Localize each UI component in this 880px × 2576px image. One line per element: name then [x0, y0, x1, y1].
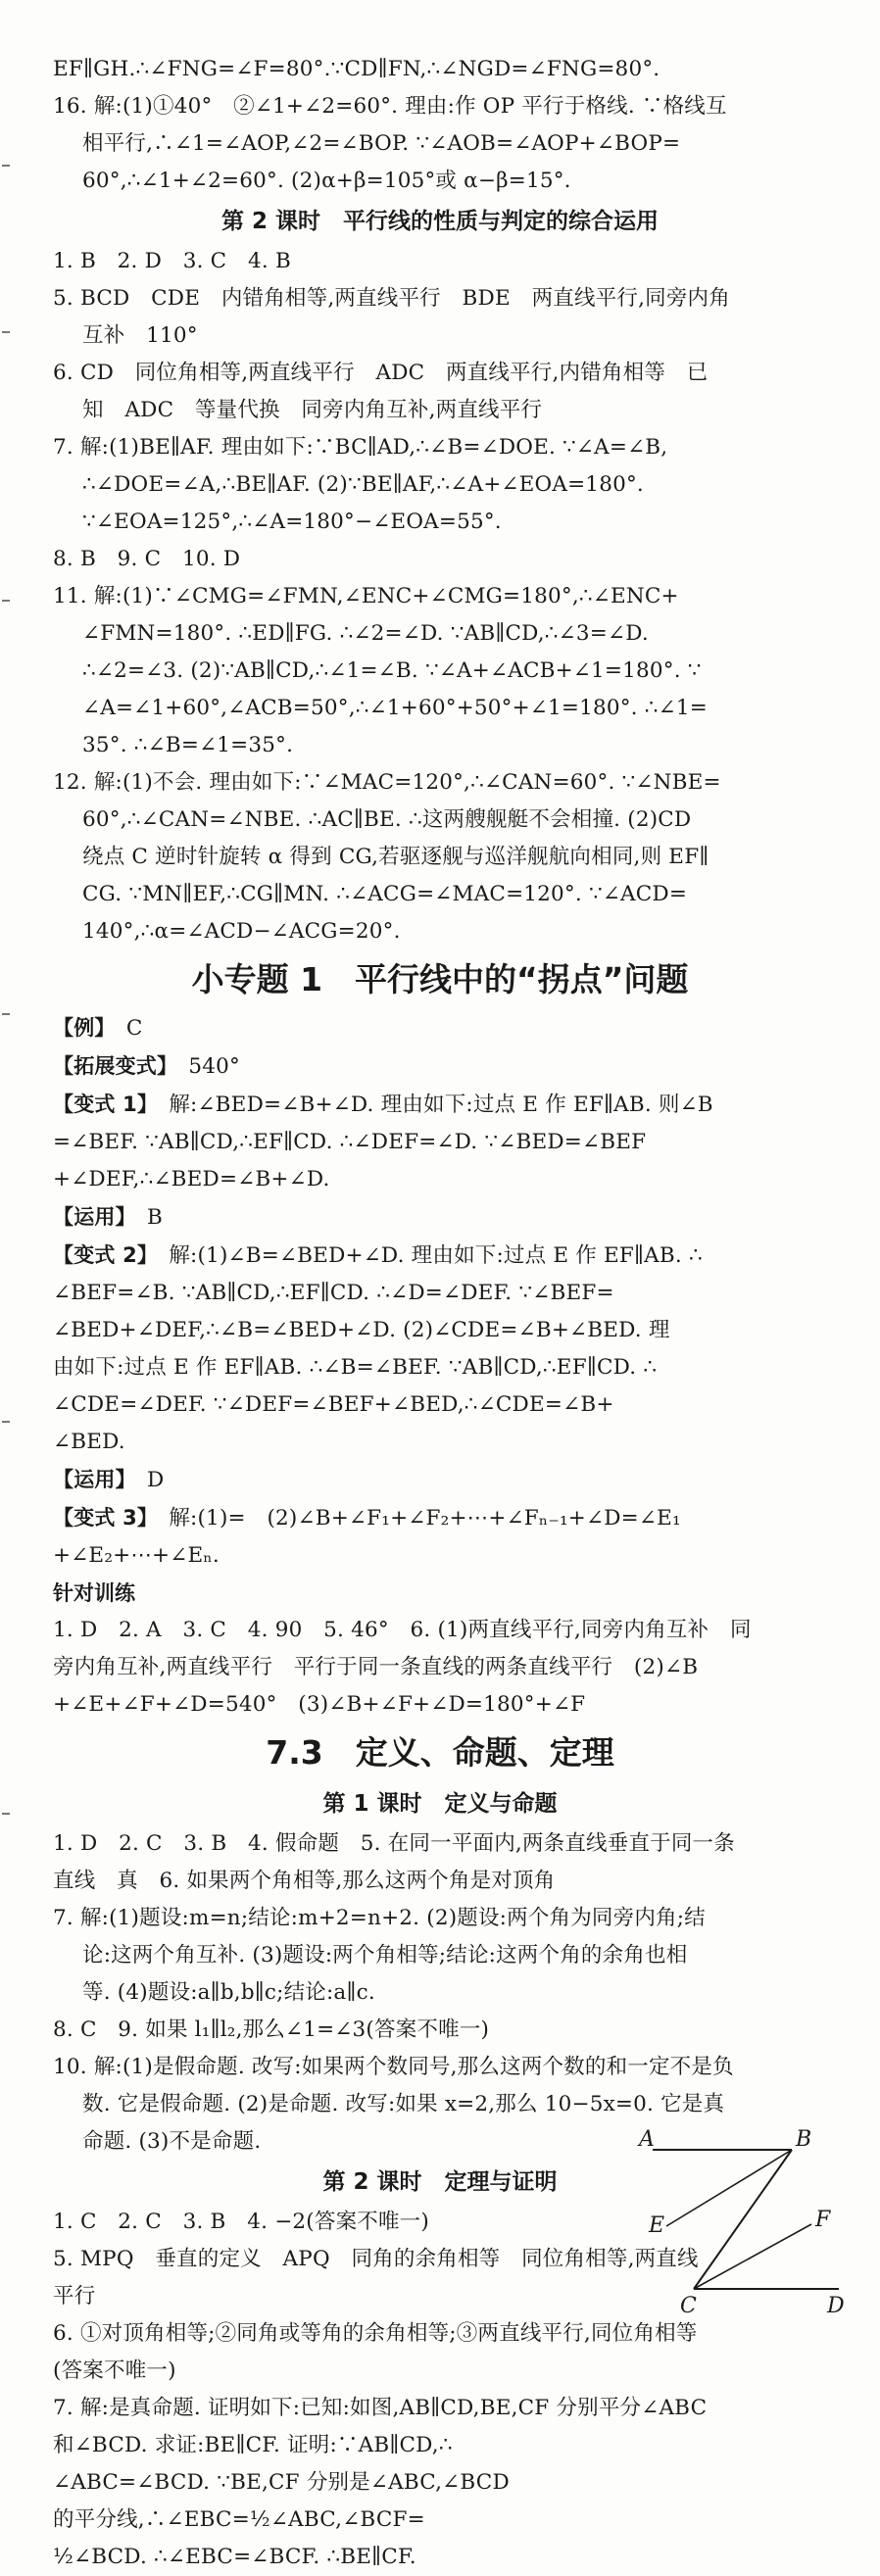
text-line: 60°,∴∠1+∠2=60°. (2)α+β=105°或 α−β=15°. [82, 169, 571, 193]
text-line: ∴∠DOE=∠A,∴BE∥AF. (2)∵BE∥AF,∴∠A+∠EOA=180°. [82, 472, 644, 497]
line-bc [694, 2150, 792, 2289]
proof-figure [619, 2124, 855, 2316]
text-line: 5. BCD CDE 内错角相等,两直线平行 BDE 两直线平行,同旁内角 [53, 286, 730, 311]
zigzag-diagram [619, 2124, 855, 2316]
variant2-line [53, 1237, 866, 1275]
text-line: ∵∠EOA=125°,∴∠A=180°−∠EOA=55°. [82, 510, 502, 534]
use-tag: 【运用】 [53, 1468, 126, 1491]
text-line: 12. 解:(1)不会. 理由如下:∵∠MAC=120°,∴∠CAN=60°. ∵∠NBE= [53, 770, 721, 795]
text-line: 11. 解:(1)∵∠CMG=∠FMN,∠ENC+∠CMG=180°,∴∠ENC+ [53, 584, 679, 608]
text-line: 命题. (3)不是命题. [82, 2129, 262, 2154]
example-tag: 【例】 [53, 1016, 106, 1040]
extension-line [53, 1047, 866, 1086]
text-line: 8. C 9. 如果 l₁∥l₂,那么∠1=∠3(答案不唯一) [53, 2017, 490, 2042]
text-line: 1. D 2. C 3. B 4. 假命题 5. 在同一平面内,两条直线垂直于同一条 [53, 1831, 735, 1856]
text-line: 7. 解:(1)题设:m=n;结论:m+2=n+2. (2)题设:两个角为同旁内角;结 [53, 1906, 706, 1930]
text-line: 平行 [53, 2284, 96, 2309]
line-cf [694, 2224, 811, 2289]
training-title: 针对训练 [53, 1581, 135, 1605]
use-answer: B [147, 1205, 164, 1230]
text-line: 1. D 2. A 3. C 4. 90 5. 46° 6. (1)两直线平行,同旁内角互补 同 [53, 1618, 752, 1642]
label-c: C [680, 2294, 697, 2316]
text-line: 1. B 2. D 3. C 4. B [53, 249, 291, 273]
line-be [666, 2150, 792, 2226]
variant1-line [53, 1086, 866, 1124]
text-line: 6. CD 同位角相等,两直线平行 ADC 两直线平行,内错角相等 已 [53, 361, 709, 385]
text-line: 和∠BCD. 求证:BE∥CF. 证明:∵AB∥CD,∴ [53, 2433, 453, 2457]
text-line: 5. MPQ 垂直的定义 APQ 同角的余角相等 同位角相等,两直线 [53, 2247, 699, 2271]
text-line: 等. (4)题设:a∥b,b∥c;结论:a∥c. [82, 1980, 375, 2005]
text-line: 解:(1)∠B=∠BED+∠D. 理由如下:过点 E 作 EF∥AB. ∴ [169, 1243, 703, 1268]
text-line: ∠ABC=∠BCD. ∵BE,CF 分别是∠ABC,∠BCD [53, 2470, 510, 2495]
label-a: A [639, 2127, 655, 2152]
extension-tag: 【拓展变式】 [53, 1054, 168, 1078]
text-line: CG. ∵MN∥EF,∴CG∥MN. ∴∠ACG=∠MAC=120°. ∵∠ACD= [82, 882, 688, 906]
text-line: +∠E₂+⋯+∠Eₙ. [53, 1543, 220, 1568]
variant2-tag: 【变式 2】 [53, 1243, 148, 1267]
label-b: B [796, 2127, 812, 2152]
text-line: ½∠BCD. ∴∠EBC=∠BCF. ∴BE∥CF. [53, 2545, 416, 2569]
text-line: 数. 它是假命题. (2)是命题. 改写:如果 x=2,那么 10−5x=0. 它是真 [82, 2092, 725, 2116]
text-line: 的平分线,∴∠EBC=½∠ABC,∠BCF= [53, 2507, 425, 2532]
text-line: 35°. ∴∠B=∠1=35°. [82, 733, 294, 757]
text-line: ∠BED. [53, 1430, 125, 1454]
text-line: 16. 解:(1)①40° ②∠1+∠2=60°. 理由:作 OP 平行于格线. ∵格线互 [53, 94, 727, 119]
lesson2-title: 第 2 课时 定理与证明 [322, 2169, 558, 2195]
text-line: ∠CDE=∠DEF. ∵∠DEF=∠BEF+∠BED,∴∠CDE=∠B+ [53, 1392, 614, 1417]
text-line: 绕点 C 逆时针旋转 α 得到 CG,若驱逐舰与巡洋舰航向相同,则 EF∥ [82, 845, 709, 869]
example-answer: C [125, 1016, 143, 1041]
text-line: (答案不唯一) [53, 2358, 176, 2383]
text-line: EF∥GH.∴∠FNG=∠F=80°.∵CD∥FN,∴∠NGD=∠FNG=80°. [53, 57, 660, 81]
text-line: =∠BEF. ∵AB∥CD,∴EF∥CD. ∴∠DEF=∠D. ∵∠BED=∠BEF [53, 1130, 647, 1154]
chapter-title: 7.3 定义、命题、定理 [266, 1733, 614, 1772]
text-line: +∠DEF,∴∠BED=∠B+∠D. [53, 1167, 330, 1191]
text-line: 相平行,∴∠1=∠AOP,∠2=∠BOP. ∵∠AOB=∠AOP+∠BOP= [82, 131, 681, 156]
text-line: 140°,∴α=∠ACD−∠ACG=20°. [82, 919, 401, 944]
lesson1-title: 第 1 课时 定义与命题 [322, 1791, 558, 1817]
text-line: 7. 解:是真命题. 证明如下:已知:如图,AB∥CD,BE,CF 分别平分∠ABC [53, 2396, 708, 2420]
text-line: 旁内角互补,两直线平行 平行于同一条直线的两条直线平行 (2)∠B [53, 1655, 699, 1679]
variant3-line [53, 1499, 866, 1537]
topic-title: 小专题 1 平行线中的“拐点”问题 [191, 960, 689, 998]
label-e: E [649, 2213, 665, 2238]
text-line: 解:(1)= (2)∠B+∠F₁+∠F₂+⋯+∠Fₙ₋₁+∠D=∠E₁ [169, 1506, 681, 1531]
section-title: 第 2 课时 平行线的性质与判定的综合运用 [220, 209, 660, 234]
use-answer: D [147, 1468, 165, 1492]
text-line: 1. C 2. C 3. B 4. −2(答案不唯一) [53, 2210, 429, 2234]
extension-answer: 540° [188, 1054, 240, 1079]
use1-line [53, 1198, 866, 1237]
text-line: 知 ADC 等量代换 同旁内角互补,两直线平行 [82, 398, 543, 422]
text-line: +∠E+∠F+∠D=540° (3)∠B+∠F+∠D=180°+∠F [53, 1692, 586, 1717]
text-line: ∠A=∠1+60°,∠ACB=50°,∴∠1+60°+50°+∠1=180°. ∴∠1= [82, 696, 708, 720]
example-line [53, 1009, 866, 1047]
text-line: 互补 110° [82, 323, 198, 348]
text-line: 6. ①对顶角相等;②同角或等角的余角相等;③两直线平行,同位角相等 [53, 2321, 698, 2346]
text-line: 论:这两个角互补. (3)题设:两个角相等;结论:这两个角的余角也相 [82, 1943, 688, 1968]
variant3-tag: 【变式 3】 [53, 1506, 148, 1530]
text-line: ∠BEF=∠B. ∵AB∥CD,∴EF∥CD. ∴∠D=∠DEF. ∵∠BEF= [53, 1281, 614, 1305]
text-line: 10. 解:(1)是假命题. 改写:如果两个数同号,那么这两个数的和一定不是负 [53, 2055, 734, 2079]
text-line: 8. B 9. C 10. D [53, 547, 241, 571]
label-d: D [827, 2294, 845, 2316]
text-line: 解:∠BED=∠B+∠D. 理由如下:过点 E 作 EF∥AB. 则∠B [169, 1093, 713, 1117]
text-line: ∴∠2=∠3. (2)∵AB∥CD,∴∠1=∠B. ∵∠A+∠ACB+∠1=180°. ∵ [82, 658, 702, 683]
text-line: ∠FMN=180°. ∴ED∥FG. ∴∠2=∠D. ∵AB∥CD,∴∠3=∠D. [82, 621, 649, 646]
text-line: 7. 解:(1)BE∥AF. 理由如下:∵BC∥AD,∴∠B=∠DOE. ∵∠A=∠B, [53, 435, 668, 460]
text-line: 60°,∴∠CAN=∠NBE. ∴AC∥BE. ∴这两艘舰艇不会相撞. (2)CD [82, 807, 692, 832]
text-line: ∠BED+∠DEF,∴∠B=∠BED+∠D. (2)∠CDE=∠B+∠BED. 理 [53, 1318, 670, 1342]
use-tag: 【运用】 [53, 1205, 126, 1229]
use2-line [53, 1461, 866, 1499]
text-line: 直线 真 6. 如果两个角相等,那么这两个角是对顶角 [53, 1869, 556, 1893]
text-line: 由如下:过点 E 作 EF∥AB. ∴∠B=∠BEF. ∵AB∥CD,∴EF∥CD. ∴ [53, 1355, 658, 1380]
margin-marks [0, 0, 14, 2516]
variant1-tag: 【变式 1】 [53, 1093, 148, 1116]
label-f: F [815, 2208, 831, 2232]
